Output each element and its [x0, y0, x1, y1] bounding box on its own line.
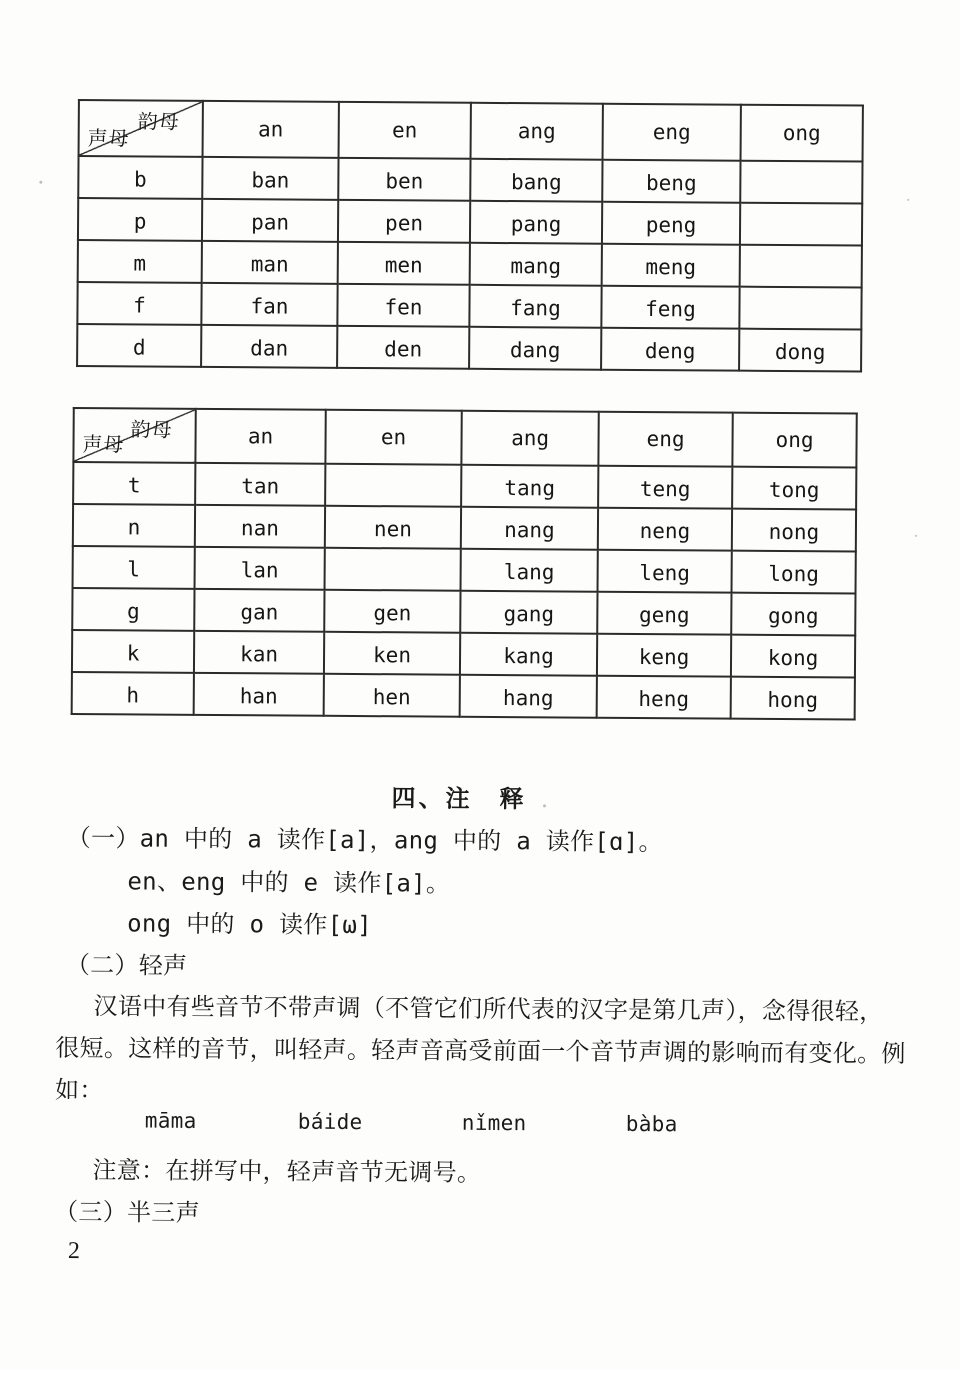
- pinyin-cell: han: [194, 673, 324, 716]
- final-header: an: [195, 409, 325, 464]
- note-item1-line3: ong 中的 o 读作[ω]: [127, 909, 372, 940]
- pinyin-cell: [325, 464, 461, 507]
- pinyin-cell: lang: [461, 549, 598, 592]
- final-header: eng: [603, 104, 741, 161]
- note-item1-line1: （一）an 中的 a 读作[a]，ang 中的 a 读作[ɑ]。: [66, 823, 664, 857]
- pinyin-cell: nan: [195, 505, 325, 548]
- pinyin-cell: [739, 287, 861, 330]
- pinyin-cell: neng: [598, 508, 732, 551]
- pinyin-cell: dong: [739, 329, 861, 372]
- pinyin-cell: hen: [324, 674, 460, 717]
- notes-section-title: 四、注 释: [391, 786, 527, 814]
- finals-axis-label: 韵母: [137, 111, 180, 134]
- table-row: [72, 588, 855, 635]
- pinyin-cell: heng: [597, 676, 731, 719]
- pinyin-cell: meng: [602, 244, 740, 287]
- pinyin-cell: feng: [601, 286, 739, 329]
- note-item2-paragraph-line3: 如：: [54, 1077, 104, 1105]
- scan-speck: [915, 535, 917, 537]
- final-header: ang: [461, 411, 598, 466]
- note-item3-heading: （三）半三声: [54, 1199, 201, 1227]
- pinyin-cell: den: [337, 326, 469, 369]
- final-header: ong: [741, 105, 863, 162]
- pinyin-cell: gen: [324, 590, 460, 633]
- table-row: [78, 156, 862, 203]
- pinyin-cell: pang: [470, 201, 602, 244]
- scan-speck: [39, 181, 42, 184]
- initial-cell: l: [73, 546, 195, 589]
- initial-cell: n: [73, 504, 195, 547]
- final-header: an: [203, 101, 339, 158]
- pinyin-cell: peng: [602, 202, 740, 245]
- table-row: [73, 462, 856, 509]
- pinyin-cell: tong: [732, 467, 856, 510]
- final-header: ong: [732, 413, 856, 468]
- table-corner-cell: [73, 408, 195, 463]
- pinyin-cell: fan: [201, 283, 337, 326]
- initial-cell: h: [72, 672, 194, 715]
- table-row: [73, 504, 856, 551]
- finals-axis-label: 韵母: [130, 419, 173, 442]
- table-row: [72, 672, 855, 719]
- pinyin-table-2: [71, 407, 858, 720]
- table-row: [77, 324, 861, 371]
- pinyin-cell: [740, 203, 862, 246]
- initial-cell: d: [77, 324, 201, 367]
- pinyin-cell: gan: [194, 589, 324, 632]
- pinyin-cell: mang: [470, 243, 602, 286]
- table-row: [72, 630, 855, 677]
- pinyin-cell: nong: [732, 509, 856, 552]
- pinyin-cell: gang: [460, 591, 597, 634]
- pinyin-cell: [740, 245, 862, 288]
- pinyin-cell: [740, 161, 862, 204]
- lightone-example-baide: báide: [297, 1109, 363, 1135]
- pinyin-cell: hang: [460, 675, 597, 718]
- pinyin-cell: man: [202, 241, 338, 284]
- note-item2-attention: 注意：在拼写中，轻声音节无调号。: [92, 1158, 482, 1187]
- pinyin-cell: pen: [338, 200, 470, 243]
- pinyin-cell: leng: [598, 550, 732, 593]
- table-row: [78, 240, 862, 287]
- initial-cell: k: [72, 630, 194, 673]
- pinyin-cell: tan: [195, 463, 325, 506]
- initial-cell: m: [78, 240, 202, 283]
- final-header: en: [339, 102, 471, 159]
- pinyin-cell: nang: [461, 507, 598, 550]
- pinyin-cell: ben: [338, 158, 470, 201]
- pinyin-cell: teng: [598, 466, 732, 509]
- pinyin-cell: kong: [731, 635, 855, 678]
- note-item2-paragraph-line1: 汉语中有些音节不带声调（不管它们所代表的汉字是第几声），念得很轻，: [93, 994, 884, 1026]
- initial-cell: f: [77, 282, 201, 325]
- final-header: ang: [471, 103, 603, 160]
- final-header: en: [325, 410, 461, 465]
- initial-cell: p: [78, 198, 202, 241]
- pinyin-cell: kan: [194, 631, 324, 674]
- scan-speck: [907, 199, 909, 201]
- pinyin-cell: gong: [731, 593, 855, 636]
- note-item2-heading: （二）轻声: [65, 952, 188, 980]
- table-row: [77, 282, 861, 329]
- pinyin-cell: keng: [597, 634, 731, 677]
- final-header: eng: [598, 412, 732, 467]
- pinyin-cell: bang: [470, 159, 602, 202]
- pinyin-cell: hong: [731, 677, 855, 720]
- pinyin-cell: men: [338, 242, 470, 285]
- pinyin-cell: long: [732, 551, 856, 594]
- pinyin-cell: ban: [202, 157, 338, 200]
- scan-speck: [543, 804, 546, 807]
- table-corner-cell: [79, 100, 203, 157]
- pinyin-cell: ken: [324, 632, 460, 675]
- pinyin-cell: [325, 548, 461, 591]
- pinyin-cell: kang: [460, 633, 597, 676]
- pinyin-cell: fang: [469, 285, 601, 328]
- pinyin-cell: dan: [201, 325, 337, 368]
- pinyin-cell: lan: [195, 547, 325, 590]
- pinyin-cell: nen: [325, 506, 461, 549]
- pinyin-cell: deng: [601, 328, 739, 371]
- pinyin-cell: beng: [602, 160, 740, 203]
- initial-cell: g: [72, 588, 194, 631]
- initials-axis-label: 声母: [82, 434, 125, 457]
- pinyin-cell: tang: [461, 465, 598, 508]
- initial-cell: t: [73, 462, 195, 505]
- table-row: [73, 546, 856, 593]
- pinyin-table-1: [76, 99, 864, 372]
- table-row: [78, 198, 862, 245]
- note-item1-line2: en、eng 中的 e 读作[a]。: [127, 867, 451, 898]
- lightone-example-baba: bàba: [625, 1111, 678, 1137]
- pinyin-cell: fen: [337, 284, 469, 327]
- pinyin-cell: pan: [202, 199, 338, 242]
- lightone-example-nimen: nǐmen: [461, 1110, 527, 1136]
- pinyin-cell: geng: [597, 592, 731, 635]
- lightone-example-mama: māma: [144, 1108, 197, 1133]
- page-number: 2: [67, 1238, 81, 1265]
- initial-cell: b: [78, 156, 202, 199]
- note-item2-paragraph-line2: 很短。这样的音节，叫轻声。轻声音高受前面一个音节声调的影响而有变化。例: [55, 1035, 906, 1068]
- initials-axis-label: 声母: [87, 128, 130, 151]
- pinyin-cell: dang: [469, 327, 601, 370]
